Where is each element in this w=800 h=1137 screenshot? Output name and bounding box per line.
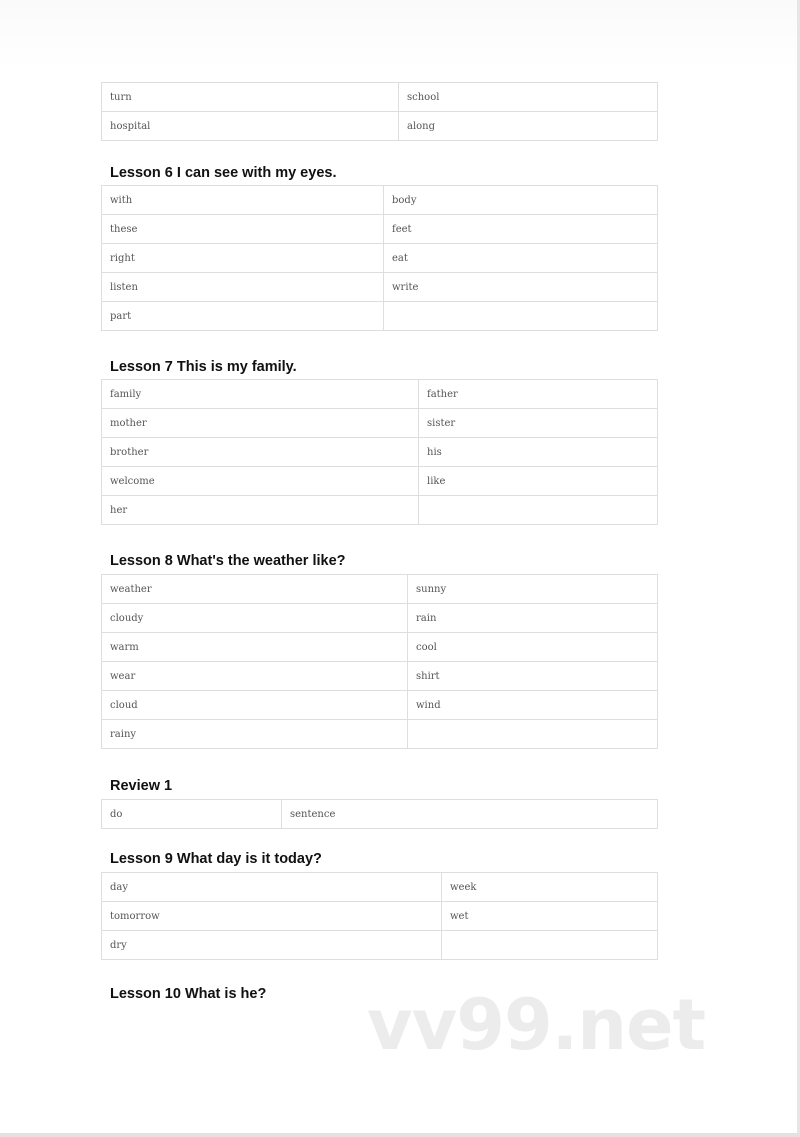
word-cell: feet (384, 215, 658, 244)
word-cell: cool (408, 633, 658, 662)
word-cell: wet (442, 902, 658, 931)
lesson-9-heading: Lesson 9 What day is it today? (110, 851, 322, 867)
word-cell: family (102, 380, 419, 409)
watermark: vv99.net (367, 984, 706, 1066)
word-cell: brother (102, 438, 419, 467)
table-row (102, 662, 658, 691)
word-cell: these (102, 215, 384, 244)
vocabulary-table-continued (101, 82, 658, 141)
table-row (102, 273, 658, 302)
table-row (102, 800, 658, 829)
lesson-6-heading: Lesson 6 I can see with my eyes. (110, 165, 337, 181)
lesson-7-vocabulary-table (101, 379, 658, 525)
word-cell (419, 496, 658, 525)
word-cell: sentence (282, 800, 658, 829)
word-cell: along (399, 112, 658, 141)
lesson-6-vocabulary-table (101, 185, 658, 331)
page-top-shading (0, 0, 800, 70)
table-row (102, 633, 658, 662)
table-row (102, 302, 658, 331)
word-cell: cloudy (102, 604, 408, 633)
table-row (102, 873, 658, 902)
word-cell: rain (408, 604, 658, 633)
word-cell: her (102, 496, 419, 525)
table-row (102, 244, 658, 273)
word-cell: school (399, 83, 658, 112)
word-cell: with (102, 186, 384, 215)
lesson-9-vocabulary-table (101, 872, 658, 960)
word-cell: turn (102, 83, 399, 112)
table-row (102, 215, 658, 244)
review-1-heading: Review 1 (110, 778, 173, 794)
word-cell: day (102, 873, 442, 902)
word-cell: shirt (408, 662, 658, 691)
word-cell: week (442, 873, 658, 902)
word-cell: warm (102, 633, 408, 662)
table-row (102, 931, 658, 960)
word-cell: wear (102, 662, 408, 691)
word-cell: his (419, 438, 658, 467)
table-row (102, 438, 658, 467)
word-cell: do (102, 800, 282, 829)
table-row (102, 604, 658, 633)
table-row (102, 720, 658, 749)
table-row (102, 186, 658, 215)
word-cell: tomorrow (102, 902, 442, 931)
table-row (102, 83, 658, 112)
word-cell: right (102, 244, 384, 273)
lesson-10-heading: Lesson 10 What is he? (110, 986, 267, 1002)
table-row (102, 409, 658, 438)
page-bottom-edge (0, 1133, 800, 1137)
table-row (102, 902, 658, 931)
word-cell: listen (102, 273, 384, 302)
word-cell (384, 302, 658, 331)
word-cell: eat (384, 244, 658, 273)
word-cell: welcome (102, 467, 419, 496)
word-cell (442, 931, 658, 960)
word-cell: mother (102, 409, 419, 438)
table-row (102, 575, 658, 604)
word-cell: sunny (408, 575, 658, 604)
review-1-vocabulary-table (101, 799, 658, 829)
word-cell: sister (419, 409, 658, 438)
lesson-8-vocabulary-table (101, 574, 658, 749)
word-cell: like (419, 467, 658, 496)
word-cell: write (384, 273, 658, 302)
word-cell (408, 720, 658, 749)
lesson-7-heading: Lesson 7 This is my family. (110, 359, 297, 375)
word-cell: part (102, 302, 384, 331)
table-row (102, 467, 658, 496)
word-cell: dry (102, 931, 442, 960)
word-cell: wind (408, 691, 658, 720)
word-cell: hospital (102, 112, 399, 141)
word-cell: weather (102, 575, 408, 604)
table-row (102, 691, 658, 720)
table-row (102, 112, 658, 141)
word-cell: father (419, 380, 658, 409)
table-row (102, 380, 658, 409)
word-cell: body (384, 186, 658, 215)
lesson-8-heading: Lesson 8 What's the weather like? (110, 553, 346, 569)
table-row (102, 496, 658, 525)
word-cell: cloud (102, 691, 408, 720)
word-cell: rainy (102, 720, 408, 749)
